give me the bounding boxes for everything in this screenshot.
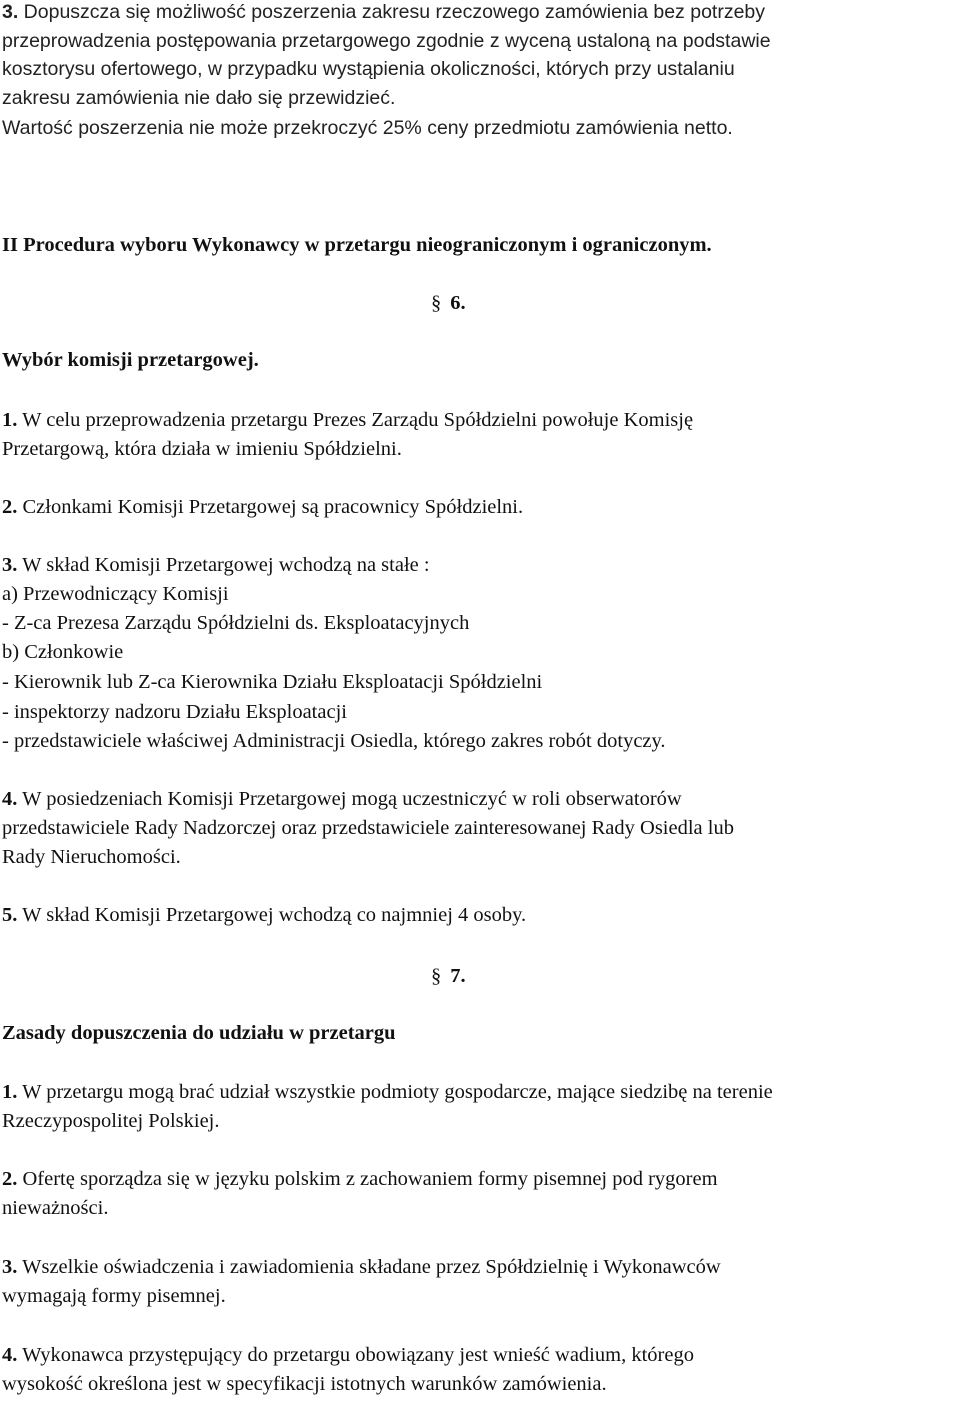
s7-p2-line-1: 2. Ofertę sporządza się w języku polskim z zachowaniem formy pisemnej pod rygorem [2,1168,718,1190]
s6-p3-line-7: - przedstawiciele właściwej Administracji Osiedla, którego zakres robót dotyczy. [2,730,666,752]
intro-line-3: kosztorysu ofertowego, w przypadku wystąpienia okoliczności, których przy ustalaniu [2,58,735,80]
s7-p1-line-1: 1. W przetargu mogą brać udział wszystkie podmioty gospodarcze, mające siedzibę na terenie [2,1081,773,1103]
s6-p4-line-2: przedstawiciele Rady Nadzorczej oraz przedstawiciele zainteresowanej Rady Osiedla lub [2,817,734,839]
s6-p3-line-4: b) Członkowie [2,641,124,663]
s7-p3-line-2: wymagają formy pisemnej. [2,1285,226,1307]
s6-p3-line-2: a) Przewodniczący Komisji [2,583,229,605]
intro-line-2: przeprowadzenia postępowania przetargowego zgodnie z wyceną ustaloną na podstawie [2,30,771,52]
intro-number: 3. [2,1,19,23]
section-6-title: Wybór komisji przetargowej. [2,349,259,371]
s6-p4-line-3: Rady Nieruchomości. [2,846,181,868]
s6-p4-line-1: 4. W posiedzeniach Komisji Przetargowej mogą uczestniczyć w roli obserwatorów [2,788,682,810]
section-7-title: Zasady dopuszczenia do udziału w przetargu [2,1022,396,1044]
s7-p3-line-1: 3. Wszelkie oświadczenia i zawiadomienia składane przez Spółdzielnię i Wykonawców [2,1256,721,1278]
s6-p1-line-2: Przetargową, która działa w imieniu Spółdzielni. [2,438,402,460]
s6-p3-line-3: - Z-ca Prezesa Zarządu Spółdzielni ds. Eksploatacyjnych [2,612,470,634]
s6-p3-line-1: 3. W skład Komisji Przetargowej wchodzą na stałe : [2,554,430,576]
s6-p2-line-1: 2. Członkami Komisji Przetargowej są pracownicy Spółdzielni. [2,496,524,518]
chapter-heading: II Procedura wyboru Wykonawcy w przetargu nieograniczonym i ograniczonym. [2,234,712,256]
s6-p3-line-6: - inspektorzy nadzoru Działu Eksploatacji [2,701,347,723]
s6-p3-line-5: - Kierownik lub Z-ca Kierownika Działu Eksploatacji Spółdzielni [2,671,543,693]
intro-line-4: zakresu zamówienia nie dało się przewidzieć. [2,87,396,109]
section-7-marker: § 7. [431,965,466,987]
s7-p2-line-2: nieważności. [2,1197,109,1219]
s6-p1-line-1: 1. W celu przeprowadzenia przetargu Prezes Zarządu Spółdzielni powołuje Komisję [2,409,694,431]
s7-p4-line-1: 4. Wykonawca przystępujący do przetargu obowiązany jest wnieść wadium, którego [2,1344,694,1366]
s7-p1-line-2: Rzeczypospolitej Polskiej. [2,1110,220,1132]
intro-line-1: 3. Dopuszcza się możliwość poszerzenia zakresu rzeczowego zamówienia bez potrzeby [2,1,766,23]
s7-p4-line-2: wysokość określona jest w specyfikacji istotnych warunków zamówienia. [2,1373,607,1395]
s6-p5-line-1: 5. W skład Komisji Przetargowej wchodzą co najmniej 4 osoby. [2,904,527,926]
intro-line-5: Wartość poszerzenia nie może przekroczyć 25% ceny przedmiotu zamówienia netto. [2,117,733,139]
section-6-marker: § 6. [431,292,466,314]
